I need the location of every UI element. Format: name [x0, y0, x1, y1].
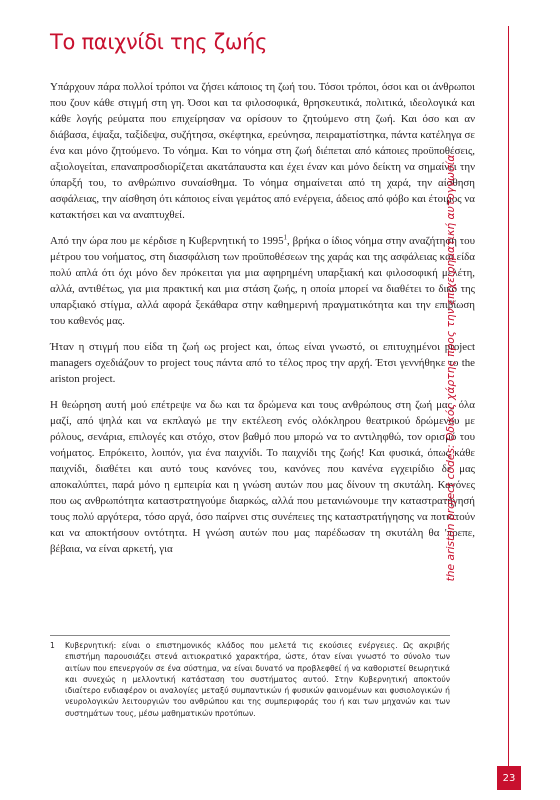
body-text: [50, 79, 475, 567]
paragraph-3: Ήταν η στιγμή που είδα τη ζωή ως project και, όπως είναι γνωστό, οι επιτυχημένοι project managers σχεδιάζουν το project τους πάντα από το τέλος προς την αρχή. Έτσι γεννήθηκε το the ariston project.: [50, 341, 475, 385]
page-number: 23: [497, 766, 521, 790]
chapter-title: Το παιχνίδι της ζωής: [50, 30, 268, 54]
paragraph-2-end: , βρήκα ο ίδιος νόημα στην αναζήτηση του μέτρου του νοήματος, στη διασφάλιση των προϋποθέσεων της χαράς και της ασφάλειας και είδα πολύ απλά ότι όχι μόνο δεν πρόκειται για μια αφηρημένη υπαρξιακή και φιλοσοφική μελέτη, αλλά, αντιθέτως, για μια πρακτική και μια στάση ζωής, η οποία μπορεί να διαθέτει το δικό της υπαρξιακό στίγμα, αλλά αφορά ξεκάθαρα στην καθημερινή πραγματικότητα και την επιβίωση του καθενός μας.: [50, 235, 475, 327]
paragraph-4: Η θεώρηση αυτή μού επέτρεψε να δω και τα δρώμενα και τους ανθρώπους στη ζωή μας, όλα μαζί, από ψηλά και να εκπλαγώ με την εκτέλεση ενός ολόκληρου θεατρικού δρώμενου με ρόλους, σενάρια, επιλογές και στόχο, στον βαθμό που μπορώ να το αντιληφθώ, τον ορισμό του νοήματος. Επρόκειτο, λοιπόν, για ένα παιχνίδι. Το παιχνίδι της ζωής! Και φυσικά, όπως κάθε παιχνίδι, διαθέτει και αυτό τους κανόνες του, κανόνες που κανένα εγχειρίδιο δε μας αποκαλύπτει, παρά μόνο η εμπειρία και η γνώση αυτών που μας δίνουν τη σκυτάλη. Κανόνες που ως ανθρωπότητα καταστρατηγούμε διαρκώς, αλλά που μετανιώνουμε την καταστρατήγησή τους πολύ αργότερα, τόσο αργά, όσο παίρνει στις συνέπειες της καταστρατήγησης να ποτιστούν και να αποκτήσουν οντότητα. Η γνώση αυτών που μας παρέδωσαν τη σκυτάλη θα 'πρεπε, βέβαια, να είναι αρκετή, για: [50, 399, 475, 555]
footnote-reference[interactable]: 1: [283, 233, 288, 242]
paragraph-2: [50, 233, 475, 329]
footnote-divider: [50, 635, 450, 636]
paragraph-1: Υπάρχουν πάρα πολλοί τρόποι να ζήσει κάποιος τη ζωή του. Τόσοι τρόποι, όσοι και οι άνθρωποι που ζουν κάθε στιγμή στη γη. Όσοι και τα φιλοσοφικά, θρησκευτικά, πολιτικά, ιδεολογικά και κάθε λογής ρεύματα που επιχείρησαν να ορίσουν το ζητούμενο στη ζωή. Και όσο και αν διάβασα, έψαξα, ταξίδεψα, συζήτησα, σκέφτηκα, ερεύνησα, πειραματίστηκα, πάντα κατέληγα σε ένα και μόνο ζητούμενο. Το νόημα. Και το νόημα στη ζωή διέπεται από κάποιες προϋποθέσεις, αξιολογείται, επαναπροσδιορίζεται ακατάπαυστα και έχει έναν και μόνο δείκτη να σημαίνει την ύπαρξή του, το ανθρώπινο συναίσθημα. Το νόημα σημαίνεται από τη χαρά, την αίσθηση ασφάλειας, την αίσθηση ότι κάποιος είναι γεμάτος από ενέργεια, άδειος από φόβο και έτοιμος να κατακτήσει και να αναπτυχθεί.: [50, 81, 475, 221]
side-rule: [508, 26, 509, 788]
footnote-number: 1: [50, 641, 55, 650]
paragraph-2-start: Από την ώρα που με κέρδισε η Κυβερνητική το 1995: [50, 235, 284, 247]
running-head: the ariston project codes: Οδικός χάρτης προς την επιχειρηματική αυτογνωσία: [444, 154, 457, 582]
footnote: [50, 640, 450, 719]
footnote-text: Κυβερνητική: είναι ο επιστημονικός κλάδος που μελετά τις εκούσιες ενέργειες. Ως ακριβής επιστήμη παρουσιάζει στενά αιτιοκρατικό χαρακτήρα, ώστε, όταν είναι γνωστό το σύνολο των αιτίων που επενεργούν σε ένα σύστημα, να είναι δυνατό να προβλεφθεί ή να καθοριστεί θεωρητικά και συνεχώς η μελλοντική κατάσταση του συστήματος αυτού. Στην Κυβερνητική αποκτούν ιδιαίτερο ενδιαφέρον οι αναλογίες μεταξύ συμπαντικών ή φυσικών φαινομένων και φυσιολογικών ή νευρολογικών λειτουργιών του ανθρώπου και της συμπεριφοράς του ή και των μηχανών και των συστημάτων τους, μέσω μαθηματικών προτύπων.: [65, 641, 450, 718]
